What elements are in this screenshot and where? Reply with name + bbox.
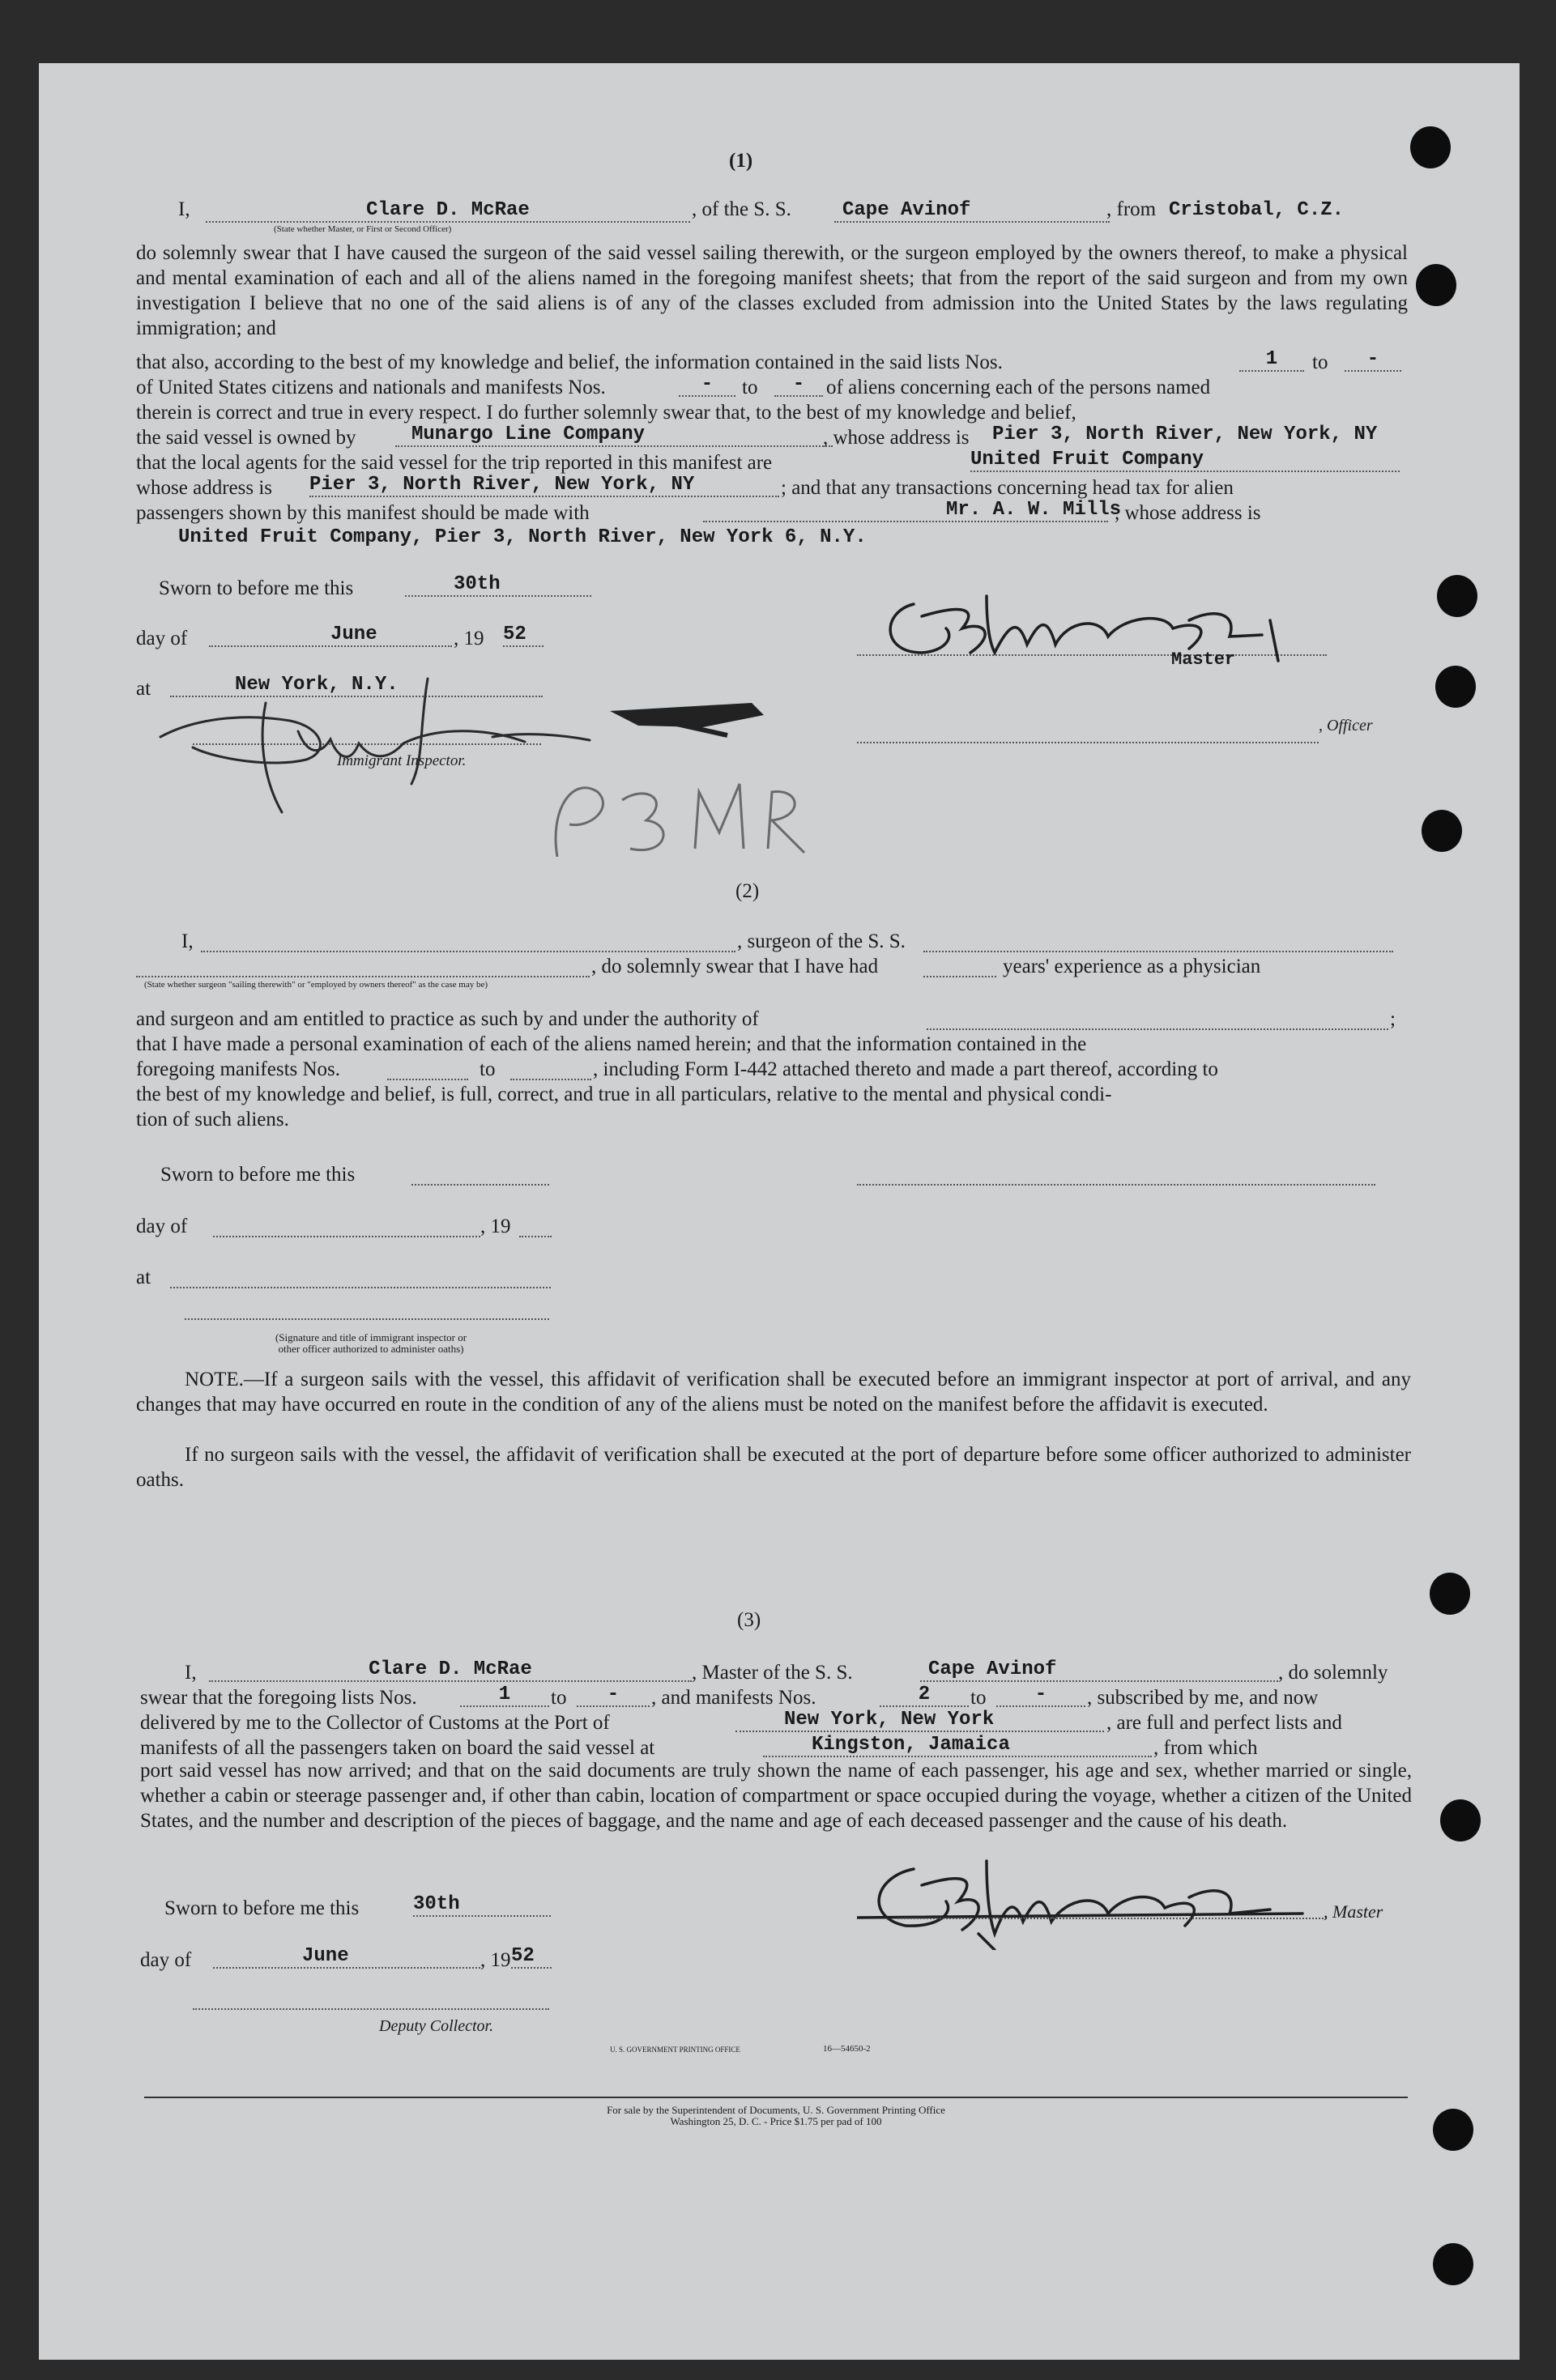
surgeon-i-label: I, (181, 930, 194, 952)
p3-vessel-field: Cape Avinof (920, 1658, 1278, 1682)
p3-year-prefix: , 19 (480, 1949, 511, 1971)
years-label: , do solemnly swear that I have had (591, 956, 879, 977)
port-from-field: Cristobal, C.Z. (1169, 199, 1345, 221)
agents-address-field: Pier 3, North River, New York, NY (309, 474, 779, 497)
master-name-field: Clare D. McRae (206, 199, 690, 223)
punch-hole (1433, 2243, 1473, 2285)
p3-and-manifests: , and manifests Nos. (651, 1687, 816, 1709)
oath-paragraph: do solemnly swear that I have caused the surgeon of the said vessel sailing therewith, or the surgeon employed by the owners thereof, to make a physical and mental examination of each and all of the aliens named in the foregoing manifest sheets; that from the report of the said surgeon and from my own investigation I believe that no one of the said aliens is of any of the classes excluded from admission into the United States by the laws regulating immigration; and (136, 242, 1408, 339)
surgeon-place-field[interactable] (170, 1267, 551, 1288)
p3-master-signature-line (897, 1918, 1327, 1919)
lists-to-field: - (1345, 348, 1401, 372)
p3-delivered: delivered by me to the Collector of Customs at the Port of (140, 1712, 610, 1734)
section-number-1: (1) (729, 150, 753, 172)
signature-note-1: (Signature and title of immigrant inspector or (275, 1331, 467, 1343)
p3-year-field: 52 (511, 1945, 552, 1969)
agents-address-label: whose address is (136, 477, 273, 499)
us-citizens-label: of United States citizens and nationals and manifests Nos. (136, 377, 606, 398)
of-ss-label: , of the S. S. (692, 198, 791, 220)
p3-port-field: New York, New York (735, 1709, 1104, 1732)
vessel-field: Cape Avinof (834, 199, 1110, 223)
p3-sworn-day-field: 30th (413, 1893, 551, 1917)
p3-subscribed: , subscribed by me, and now (1087, 1687, 1319, 1709)
punch-hole (1433, 2109, 1473, 2151)
officer-suffix: , Officer (1319, 717, 1373, 734)
p3-month-field: June (213, 1945, 480, 1969)
footer-line-2: Washington 25, D. C. - Price $1.75 per pad of 100 (670, 2115, 882, 2127)
surgeon-sworn-label: Sworn to before me this (160, 1164, 356, 1186)
p3-manifests-of: manifests of all the passengers taken on board the said vessel at (140, 1737, 655, 1759)
place-field: New York, N.Y. (170, 674, 543, 697)
from-label: , from (1106, 198, 1157, 220)
sworn-label: Sworn to before me this (159, 577, 354, 599)
officer-line (857, 742, 1319, 743)
foregoing-manifests-label: foregoing manifests Nos. (136, 1058, 341, 1080)
to-label: to (742, 377, 758, 398)
section-number-2: (2) (735, 880, 760, 902)
head-tax-label: ; and that any transactions concerning head tax for alien (781, 477, 1234, 499)
p3-manifest-from-field: 2 (880, 1684, 969, 1707)
punch-hole (1422, 810, 1462, 852)
punch-hole (1435, 666, 1476, 708)
pencil-initials (525, 760, 816, 889)
tax-address-label: , whose address is (1115, 502, 1261, 524)
p3-solemnly: , do solemnly (1278, 1662, 1388, 1684)
deputy-signature-line (193, 2008, 549, 2010)
surgeon-year-field[interactable] (519, 1216, 552, 1237)
owned-by-label: the said vessel is owned by (136, 427, 356, 449)
punch-hole (1437, 575, 1477, 617)
surgeon-note: NOTE.—If a surgeon sails with the vessel, this affidavit of verification shall be executed before an immigrant inspector at port of arrival, and any changes that may have occurred en route in the condition of any of the aliens must be noted on the manifest before the affidavit is executed. (136, 1369, 1411, 1416)
authority-semicolon: ; (1390, 1008, 1396, 1030)
to-label: to (1312, 351, 1328, 373)
master-signature (865, 572, 1319, 669)
surgeon-signature-line[interactable] (857, 1164, 1375, 1186)
best-knowledge-statement: the best of my knowledge and belief, is full, correct, and true in all particulars, relative to the mental and physical condi- (136, 1084, 1112, 1105)
signature-note-2: other officer authorized to administer oaths) (278, 1343, 464, 1355)
owner-address-field: Pier 3, North River, New York, NY (992, 424, 1378, 445)
surgeon-month-field[interactable] (213, 1216, 480, 1237)
p3-master-label: , Master (1324, 1901, 1383, 1922)
tax-address-field: United Fruit Company, Pier 3, North River, New York 6, N.Y. (178, 526, 867, 548)
manifest-to-field: - (774, 373, 823, 397)
aliens-label: of aliens concerning each of the persons named (826, 377, 1211, 398)
p3-master-signature (857, 1837, 1327, 1950)
p3-lists-to-field: - (577, 1684, 650, 1707)
gpo-label: U. S. GOVERNMENT PRINTING OFFICE (610, 2046, 740, 2054)
tax-contact-field: Mr. A. W. Mills (703, 499, 1108, 522)
agents-field: United Fruit Company (970, 449, 1400, 472)
punch-hole (1416, 264, 1456, 306)
years-field[interactable] (923, 956, 996, 977)
physician-label: years' experience as a physician (1003, 956, 1261, 977)
at-label: at (136, 678, 151, 700)
deputy-label: Deputy Collector. (379, 2017, 494, 2035)
agents-label: that the local agents for the said vessel for the trip reported in this manifest are (136, 452, 773, 474)
form-label: , including Form I-442 attached thereto and made a part thereof, according to (593, 1058, 1218, 1080)
year-field: 52 (503, 624, 544, 647)
p3-board-port-field: Kingston, Jamaica (763, 1734, 1152, 1757)
surgeon-sworn-field[interactable] (411, 1164, 549, 1186)
surgeon-name-field[interactable] (201, 931, 735, 952)
surgeon-at-label: at (136, 1267, 151, 1288)
condition-statement: tion of such aliens. (136, 1109, 289, 1130)
p3-i-label: I, (185, 1662, 197, 1684)
authority-field[interactable] (927, 1009, 1388, 1030)
surgeon-year-prefix: , 19 (480, 1216, 511, 1237)
p3-swear-lists: swear that the foregoing lists Nos. (140, 1687, 417, 1709)
owner-field: Munargo Line Company (395, 424, 833, 447)
examination-statement: that I have made a personal examination of each of the aliens named herein; and that the information contained in the (136, 1033, 1087, 1055)
surgeon-status-field[interactable] (136, 956, 590, 977)
ink-smudge (606, 695, 768, 743)
surgeon-to-label: to (480, 1058, 496, 1080)
form-number: 16—54650-2 (823, 2044, 871, 2054)
p3-master-name-field: Clare D. McRae (209, 1658, 692, 1682)
p3-master-of-label: , Master of the S. S. (692, 1662, 853, 1684)
month-field: June (209, 624, 452, 647)
officer-signature-line[interactable] (185, 1318, 549, 1320)
footer-rule (144, 2097, 1408, 2098)
p3-lists-from-field: 1 (460, 1684, 549, 1707)
role-note: (State whether Master, or First or Second Officer) (274, 224, 452, 234)
master-title: Master (1171, 649, 1236, 670)
p3-from-which: , from which (1153, 1737, 1258, 1759)
correct-statement: therein is correct and true in every respect. I do further solemnly swear that, to the best of my knowledge and belief, (136, 402, 1076, 424)
p3-day-of-label: day of (140, 1949, 192, 1971)
p3-sworn-label: Sworn to before me this (164, 1897, 360, 1919)
i-label: I, (178, 198, 190, 220)
surgeon-manifest-to-field[interactable] (510, 1059, 591, 1080)
day-of-label: day of (136, 628, 188, 649)
authority-label: and surgeon and am entitled to practice as such by and under the authority of (136, 1008, 759, 1030)
p3-manifest-to-field: - (996, 1684, 1085, 1707)
p3-to-label: to (551, 1687, 567, 1709)
surgeon-of-label: , surgeon of the S. S. (737, 930, 906, 952)
p3-to-label-2: to (970, 1687, 987, 1709)
p3-body: port said vessel has now arrived; and that on the said documents are truly shown the name of each passenger, his age and sex, whether married or single, whether a cabin or steerage passenger and, if other than cabin, location of compartment or space occupied during the voyage, whether a citizen of the United States, and the number and description of the pieces of baggage, and the name and age of each deceased passenger and the cause of his death. (140, 1760, 1412, 1832)
owner-address-label: , whose address is (823, 427, 970, 449)
sworn-day-field: 30th (405, 573, 591, 597)
document-page (39, 63, 1520, 2360)
inspector-label: Immigrant Inspector. (337, 752, 467, 769)
surgeon-manifest-from-field[interactable] (387, 1059, 468, 1080)
punch-hole (1440, 1799, 1481, 1841)
surgeon-status-note: (State whether surgeon "sailing therewith" or "employed by owners thereof" as the case may be) (144, 980, 488, 990)
surgeon-vessel-field[interactable] (923, 931, 1393, 952)
year-prefix: , 19 (454, 628, 484, 649)
p3-full-lists: , are full and perfect lists and (1106, 1712, 1342, 1734)
section-number-3: (3) (737, 1609, 761, 1631)
punch-hole (1410, 126, 1451, 168)
lists-from-field: 1 (1239, 348, 1304, 372)
punch-hole (1430, 1573, 1470, 1615)
manifest-from-field: - (679, 373, 735, 397)
no-surgeon-note: If no surgeon sails with the vessel, the affidavit of verification shall be executed at the port of departure before some officer authorized to administer oaths. (136, 1444, 1411, 1491)
passengers-label: passengers shown by this manifest should be made with (136, 502, 590, 524)
surgeon-day-of-label: day of (136, 1216, 188, 1237)
footer-line-1: For sale by the Superintendent of Documents, U. S. Government Printing Office (607, 2104, 945, 2116)
lists-label: that also, according to the best of my knowledge and belief, the information contained in the said lists Nos. (136, 351, 1003, 373)
